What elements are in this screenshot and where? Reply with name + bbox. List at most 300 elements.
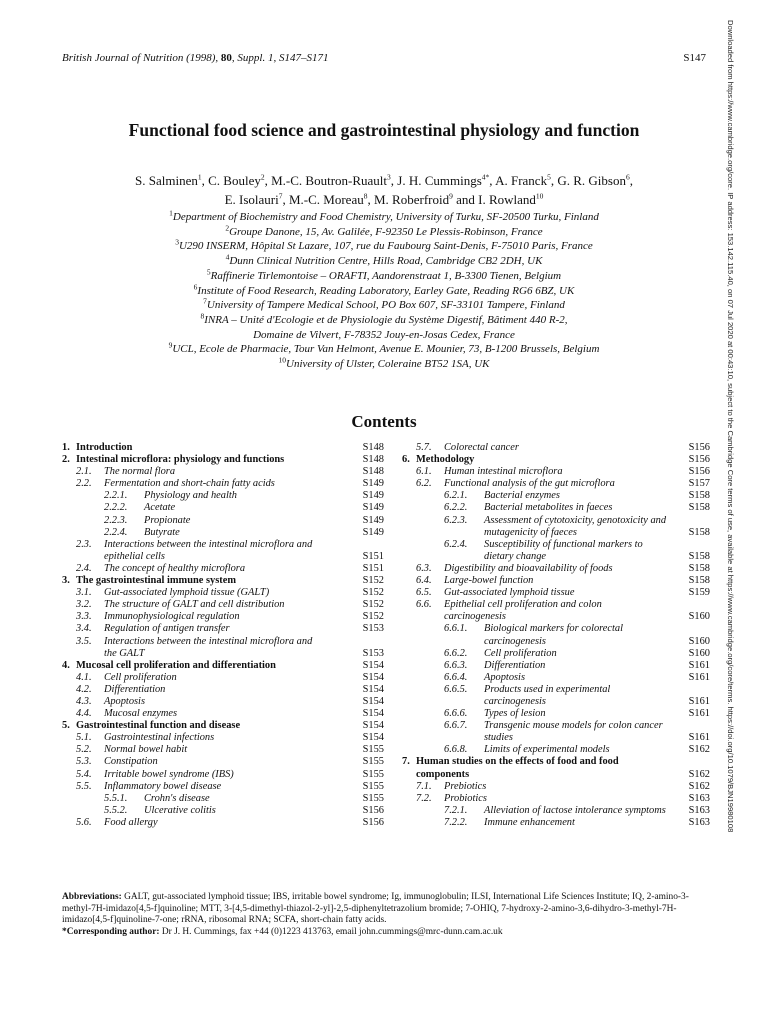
toc-title: Products used in experimental: [484, 683, 611, 695]
author-sup: 7: [278, 191, 283, 201]
affiliation: [0, 210, 768, 225]
toc-number: 4.3.: [76, 695, 92, 707]
toc-title: Human intestinal microflora: [444, 466, 563, 478]
toc-title: Bacterial metabolites in faeces: [484, 502, 613, 514]
toc-entry: [402, 781, 710, 793]
toc-page: S155: [362, 744, 384, 756]
author-sup: 5: [547, 172, 551, 182]
toc-number: 7.: [402, 756, 410, 768]
toc-title: Bacterial enzymes: [484, 490, 560, 502]
author-name: C. Bouley: [208, 173, 261, 188]
paper-title: Functional food science and gastrointestinal physiology and function: [128, 120, 640, 140]
toc-entry: [402, 599, 710, 611]
toc-number: 5.: [62, 720, 70, 732]
toc-title: Digestibility and bioavailability of foods: [444, 562, 613, 574]
toc-number: 3.5.: [76, 635, 92, 647]
toc-entry: [62, 793, 384, 805]
toc-entry: [402, 539, 710, 551]
toc-title: Apoptosis: [484, 671, 525, 683]
toc-title: the GALT: [104, 647, 145, 659]
toc-entry: [402, 623, 710, 635]
affiliation-sup: 1: [169, 208, 173, 218]
toc-number: 6.4.: [416, 575, 432, 587]
toc-left-column: [62, 442, 384, 829]
toc-entry: [62, 551, 384, 563]
author-name: J. H. Cummings: [397, 173, 482, 188]
toc-entry: [402, 551, 710, 563]
author-sep: ,: [390, 173, 398, 188]
toc-entry: [62, 539, 384, 551]
toc-number: 6.3.: [416, 562, 432, 574]
toc-page: S156: [362, 804, 384, 816]
affiliation-text: INRA – Unité d'Ecologie et de Physiologie du Système Digestif, Bâtiment 440 R-2,: [204, 313, 568, 326]
toc-title: Differentiation: [484, 659, 546, 671]
toc-page: S154: [362, 708, 384, 720]
toc-number: 2.2.4.: [104, 526, 128, 538]
toc-number: 7.2.1.: [444, 804, 468, 816]
toc-entry: [62, 623, 384, 635]
author-sup: 2: [260, 172, 265, 182]
toc-title: mutagenicity of faeces: [484, 526, 577, 538]
corresponding-text: Dr J. H. Cummings, fax +44 (0)1223 413763, email john.cummings@mrc-dunn.cam.ac.uk: [161, 927, 503, 938]
toc-entry: [402, 442, 710, 454]
author-sup: 9: [449, 191, 453, 201]
toc-number: 3.3.: [76, 611, 92, 623]
toc-page: S162: [688, 768, 710, 780]
affiliation-text: Groupe Danone, 15, Av. Galilée, F-92350 Le Plessis-Robinson, France: [229, 225, 543, 238]
affiliation-text: Dunn Clinical Nutrition Centre, Hills Road, Cambridge CB2 2DH, UK: [229, 255, 543, 268]
toc-entry: [62, 696, 384, 708]
toc-number: 5.4.: [76, 768, 92, 780]
journal-volume: 80: [220, 52, 232, 64]
author-sep: ,: [550, 173, 558, 188]
author-sup: 6: [625, 172, 630, 182]
toc-entry: [62, 454, 384, 466]
toc-number: 5.6.: [76, 816, 92, 828]
toc-number: 4.4.: [76, 708, 92, 720]
affiliation-sup: 4: [225, 252, 230, 262]
toc-entry: [62, 660, 384, 672]
toc-title: Colorectal cancer: [444, 442, 519, 453]
toc-entry: [62, 708, 384, 720]
author-name: G. R. Gibson: [557, 173, 626, 188]
toc-page: S154: [362, 683, 384, 695]
toc-title: carcinogenesis: [444, 611, 506, 623]
toc-page: S151: [362, 562, 384, 574]
toc-number: 2.1.: [76, 466, 92, 478]
toc-entry: [62, 587, 384, 599]
toc-title: Fermentation and short-chain fatty acids: [104, 478, 275, 490]
affiliation: [0, 313, 768, 328]
toc-page: S161: [688, 659, 710, 671]
toc-page: S155: [362, 780, 384, 792]
affiliation-list: [0, 210, 768, 372]
toc-entry: [402, 769, 710, 781]
toc-title: Assessment of cytotoxicity, genotoxicity and: [484, 514, 667, 526]
toc-number: 6.6.5.: [444, 683, 468, 695]
toc-entry: [62, 636, 384, 648]
affiliation: [0, 239, 768, 254]
toc-page: S152: [362, 611, 384, 623]
affiliation-text: Raffinerie Tirlemontoise – ORAFTI, Aandorenstraat 1, B-3300 Tienen, Belgium: [210, 269, 562, 282]
toc-title: Alleviation of lactose intolerance symptoms: [484, 804, 666, 816]
author-sup: 3: [387, 172, 391, 182]
toc-title: Mucosal enzymes: [104, 708, 178, 720]
toc-page: S152: [362, 575, 384, 587]
toc-title: carcinogenesis: [484, 635, 546, 647]
toc-number: 3.1.: [76, 587, 92, 599]
toc-number: 1.: [62, 442, 70, 453]
affiliation-text: University of Tampere Medical School, PO Box 607, SF-33101 Tampere, Finland: [206, 299, 565, 312]
affiliation-sup: 7: [203, 296, 207, 306]
toc-page: S160: [688, 635, 710, 647]
toc-page: S158: [688, 526, 710, 538]
toc-entry: [62, 599, 384, 611]
toc-number: 6.2.1.: [444, 490, 468, 502]
toc-title: Gut-associated lymphoid tissue: [444, 587, 575, 599]
toc-entry: [402, 817, 710, 829]
toc-title: Prebiotics: [444, 780, 487, 792]
toc-number: 6.6.: [416, 599, 432, 611]
toc-title: Irritable bowel syndrome (IBS): [104, 768, 234, 780]
toc-page: S154: [362, 695, 384, 707]
author-line-1: [0, 171, 768, 190]
toc-entry: [402, 732, 710, 744]
toc-number: 6.1.: [416, 466, 432, 478]
toc-title: Propionate: [144, 514, 191, 526]
toc-page: S152: [362, 599, 384, 611]
toc-page: S155: [362, 768, 384, 780]
toc-page: S157: [688, 478, 710, 490]
toc-title: Inflammatory bowel disease: [104, 780, 222, 792]
toc-number: 5.3.: [76, 756, 92, 768]
abbreviations-label: Abbreviations:: [62, 892, 122, 902]
toc-page: S162: [688, 744, 710, 756]
affiliation-text: University of Ulster, Coleraine BT52 1SA, UK: [286, 358, 490, 371]
toc-entry: [402, 660, 710, 672]
toc-number: 3.: [62, 575, 70, 587]
toc-page: S149: [362, 502, 384, 514]
toc-entry: [402, 575, 710, 587]
journal-name: British Journal of Nutrition: [62, 52, 184, 64]
toc-page: S156: [362, 816, 384, 828]
toc-entry: [62, 478, 384, 490]
toc-number: 7.1.: [416, 780, 432, 792]
author-sup: 8: [363, 191, 368, 201]
journal-pages: , Suppl. 1, S147–S171: [231, 52, 329, 64]
affiliation: [0, 254, 768, 269]
toc-title: Physiology and health: [144, 490, 237, 502]
toc-number: 4.2.: [76, 683, 92, 695]
toc-page: S161: [688, 671, 710, 683]
toc-number: 7.2.: [416, 792, 432, 804]
toc-entry: [402, 805, 710, 817]
author-list: [0, 171, 768, 209]
toc-entry: [62, 466, 384, 478]
toc-entry: [62, 756, 384, 768]
toc-number: 6.6.3.: [444, 659, 468, 671]
toc-title: Large-bowel function: [444, 575, 534, 587]
author-sep: and: [452, 192, 479, 207]
toc-page: S156: [688, 442, 710, 453]
toc-title: Food allergy: [104, 816, 158, 828]
toc-number: 2.2.1.: [104, 490, 128, 502]
author-name: E. Isolauri: [224, 192, 279, 207]
toc-number: 6.6.8.: [444, 744, 468, 756]
toc-title: Methodology: [416, 454, 475, 466]
toc-page: S160: [688, 647, 710, 659]
author-sep: ,: [264, 173, 272, 188]
toc-page: S149: [362, 514, 384, 526]
toc-page: S158: [688, 575, 710, 587]
corresponding-label: *Corresponding author:: [62, 927, 160, 938]
toc-page: S153: [362, 623, 384, 635]
toc-entry: [402, 672, 710, 684]
toc-title: Probiotics: [444, 792, 487, 804]
affiliation-text: Institute of Food Research, Reading Laboratory, Earley Gate, Reading RG6 6BZ, UK: [197, 284, 575, 297]
toc-page: S149: [362, 490, 384, 502]
affiliation: [0, 269, 768, 284]
abbreviations-text: GALT, gut-associated lymphoid tissue; IBS, irritable bowel syndrome; Ig, immunoglobulin; ILSI, International Life Sciences Institute; IQ, 2-amino-3-methyl-7H-imidazo[4,5-f]quinoline; MTT, 3-[4,5-dimethyl-thiazol-2-yl]-2,5-diphenyltetrazolium bromide; 7-OHIQ, 7-hydroxy-2-amino-3,6-dihydro-3-methyl-7H-imidazo[4,5-f]quinoline-7-one; rRNA, ribosomal RNA; SCFA, short-chain fatty acids.: [62, 892, 689, 926]
toc-title: The concept of healthy microflora: [104, 562, 246, 574]
toc-number: 5.2.: [76, 744, 92, 756]
toc-number: 6.6.6.: [444, 708, 468, 720]
toc-page: S154: [362, 671, 384, 683]
toc-page: S158: [688, 562, 710, 574]
toc-number: 2.: [62, 454, 70, 466]
toc-number: 5.7.: [416, 442, 432, 453]
toc-entry: [62, 805, 384, 817]
abbreviations-note: [62, 892, 712, 927]
toc-entry: [402, 454, 710, 466]
toc-entry: [62, 490, 384, 502]
toc-title: epithelial cells: [104, 550, 165, 562]
toc-entry: [62, 648, 384, 660]
toc-title: The structure of GALT and cell distribution: [104, 599, 285, 611]
toc-entry: [402, 720, 710, 732]
affiliation: [0, 342, 768, 357]
toc-entry: [402, 515, 710, 527]
toc-page: S158: [688, 490, 710, 502]
toc-title: Constipation: [104, 756, 158, 768]
toc-number: 7.2.2.: [444, 816, 468, 828]
toc-title: Acetate: [144, 502, 176, 514]
toc-page: S161: [688, 732, 710, 744]
author-name: M.-C. Moreau: [288, 192, 364, 207]
affiliation: [0, 357, 768, 372]
toc-entry: [402, 636, 710, 648]
toc-number: 2.2.2.: [104, 502, 128, 514]
toc-title: Crohn's disease: [144, 792, 210, 804]
toc-title: Normal bowel habit: [104, 744, 188, 756]
toc-number: 6.6.4.: [444, 671, 468, 683]
author-sep: ,: [489, 173, 496, 188]
toc-entry: [62, 817, 384, 829]
toc-title: Human studies on the effects of food and food: [416, 756, 619, 768]
toc-entry: [402, 563, 710, 575]
toc-title: Butyrate: [144, 526, 180, 538]
toc-number: 6.2.3.: [444, 514, 468, 526]
toc-title: The normal flora: [104, 466, 176, 478]
toc-title: Regulation of antigen transfer: [104, 623, 230, 635]
toc-title: Transgenic mouse models for colon cancer: [484, 720, 663, 732]
author-sep: ,: [629, 173, 633, 188]
toc-title: Cell proliferation: [104, 671, 177, 683]
toc-title: carcinogenesis: [484, 695, 546, 707]
affiliation-sup: 5: [206, 267, 211, 277]
toc-entry: [62, 563, 384, 575]
toc-number: 4.1.: [76, 671, 92, 683]
toc-entry: [62, 575, 384, 587]
affiliation-sup: 2: [225, 223, 230, 233]
toc-page: S155: [362, 756, 384, 768]
author-name: A. Franck: [495, 173, 548, 188]
toc-title: dietary change: [484, 550, 547, 562]
corresponding-note: [62, 927, 712, 939]
affiliation-sup: 10: [278, 355, 286, 365]
toc-page: S154: [362, 720, 384, 732]
toc-number: 6.6.7.: [444, 720, 468, 732]
toc-page: S148: [362, 466, 384, 478]
affiliation: [0, 225, 768, 240]
toc-entry: [402, 611, 710, 623]
toc-number: 5.5.2.: [104, 804, 128, 816]
affiliation: [0, 328, 768, 343]
toc-entry: [402, 478, 710, 490]
toc-number: 4.: [62, 659, 70, 671]
toc-number: 5.5.: [76, 780, 92, 792]
toc-number: 2.3.: [76, 538, 92, 550]
journal-citation: [62, 52, 328, 64]
affiliation: [0, 298, 768, 313]
toc-number: 6.6.2.: [444, 647, 468, 659]
toc-entry: [62, 684, 384, 696]
toc-number: 6.: [402, 454, 410, 466]
toc-page: S148: [362, 442, 384, 453]
toc-entry: [402, 744, 710, 756]
toc-page: S160: [688, 611, 710, 623]
toc-entry: [62, 720, 384, 732]
author-name: S. Salminen: [135, 173, 198, 188]
affiliation-sup: 6: [193, 281, 198, 291]
toc-page: S156: [688, 466, 710, 478]
toc-number: 5.5.1.: [104, 792, 128, 804]
affiliation-sup: 3: [175, 237, 179, 247]
journal-year: (1998),: [186, 52, 219, 64]
toc-entry: [402, 684, 710, 696]
toc-page: S161: [688, 695, 710, 707]
toc-page: S162: [688, 780, 710, 792]
author-name: M. Roberfroid: [373, 192, 450, 207]
toc-title: Ulcerative colitis: [144, 804, 216, 816]
affiliation: [0, 281, 768, 299]
toc-title: The gastrointestinal immune system: [76, 575, 236, 587]
toc-number: 2.2.3.: [104, 514, 128, 526]
author-line-2: [0, 190, 768, 209]
author-sup: 10: [535, 191, 544, 201]
toc-page: S152: [362, 587, 384, 599]
toc-title: Intestinal microflora: physiology and functions: [76, 454, 285, 466]
toc-page: S159: [688, 587, 710, 599]
toc-page: S156: [688, 454, 710, 466]
running-header: [62, 52, 706, 66]
toc-title: Immune enhancement: [484, 816, 575, 828]
affiliation-sup: 8: [200, 311, 205, 321]
toc-number: 2.2.: [76, 478, 92, 490]
toc-entry: [62, 744, 384, 756]
toc-number: 5.1.: [76, 732, 92, 744]
toc-title: Immunophysiological regulation: [104, 611, 240, 623]
toc-page: S155: [362, 792, 384, 804]
toc-entry: [402, 490, 710, 502]
toc-entry: [62, 732, 384, 744]
toc-number: 6.2.2.: [444, 502, 468, 514]
toc-entry: [402, 648, 710, 660]
toc-title: Mucosal cell proliferation and differentiation: [76, 659, 276, 671]
affiliation-text: Department of Biochemistry and Food Chemistry, University of Turku, SF-20500 Turku, Finland: [172, 211, 599, 223]
toc-title: Susceptibility of functional markers to: [484, 538, 643, 550]
toc-page: S154: [362, 732, 384, 744]
toc-title: Interactions between the intestinal microflora and: [104, 635, 313, 647]
toc-right-column: [402, 442, 710, 829]
author-sup: 4*: [481, 172, 490, 182]
toc-entry: [62, 781, 384, 793]
toc-entry: [402, 502, 710, 514]
toc-number: 6.6.1.: [444, 623, 468, 635]
toc-entry: [402, 793, 710, 805]
toc-title: Gut-associated lymphoid tissue (GALT): [104, 587, 270, 599]
toc-title: Gastrointestinal infections: [104, 732, 215, 744]
toc-title: components: [416, 768, 470, 780]
affiliation-text: Domaine de Vilvert, F-78352 Jouy-en-Josas Cedex, France: [253, 328, 515, 341]
footnotes: [62, 892, 712, 939]
toc-entry: [402, 527, 710, 539]
download-sidenote: Downloaded from https://www.cambridge.org/core. IP address: 153.142.115.40, on 07 Jul 2020 at 00:43:10, subject to the Cambridge Core terms of use, available at https://www.cambridge.org/core/terms. https://doi.org/10.1079/BJN19980108: [726, 20, 735, 833]
toc-page: S161: [688, 708, 710, 720]
toc-page: S163: [688, 804, 710, 816]
toc-number: 6.2.4.: [444, 538, 468, 550]
toc-entry: [402, 587, 710, 599]
toc-entry: [62, 611, 384, 623]
toc-entry: [62, 442, 384, 454]
toc-number: 6.5.: [416, 587, 432, 599]
author-sep: ,: [201, 173, 209, 188]
toc-entry: [62, 502, 384, 514]
toc-title: studies: [484, 732, 513, 744]
toc-entry: [402, 708, 710, 720]
toc-title: Differentiation: [104, 683, 166, 695]
toc-entry: [62, 672, 384, 684]
toc-title: Biological markers for colorectal: [484, 623, 623, 635]
toc-title: Cell proliferation: [484, 647, 557, 659]
toc-page: S163: [688, 816, 710, 828]
toc-title: Functional analysis of the gut microflora: [444, 478, 615, 490]
page-number: S147: [683, 52, 706, 64]
toc-entry: [62, 515, 384, 527]
toc-title: Types of lesion: [484, 708, 546, 720]
toc-page: S149: [362, 478, 384, 490]
author-sep: ,: [282, 192, 289, 207]
toc-page: S153: [362, 647, 384, 659]
toc-title: Limits of experimental models: [484, 744, 610, 756]
toc-page: S149: [362, 526, 384, 538]
affiliation-text: U290 INSERM, Hôpital St Lazare, 107, rue du Faubourg Saint-Denis, F-75010 Paris, France: [178, 240, 593, 253]
author-name: I. Rowland: [478, 192, 536, 207]
author-name: M.-C. Boutron-Ruault: [271, 173, 388, 188]
author-sup: 1: [197, 172, 202, 182]
toc-title: Epithelial cell proliferation and colon: [444, 599, 602, 611]
toc-number: 3.2.: [76, 599, 92, 611]
